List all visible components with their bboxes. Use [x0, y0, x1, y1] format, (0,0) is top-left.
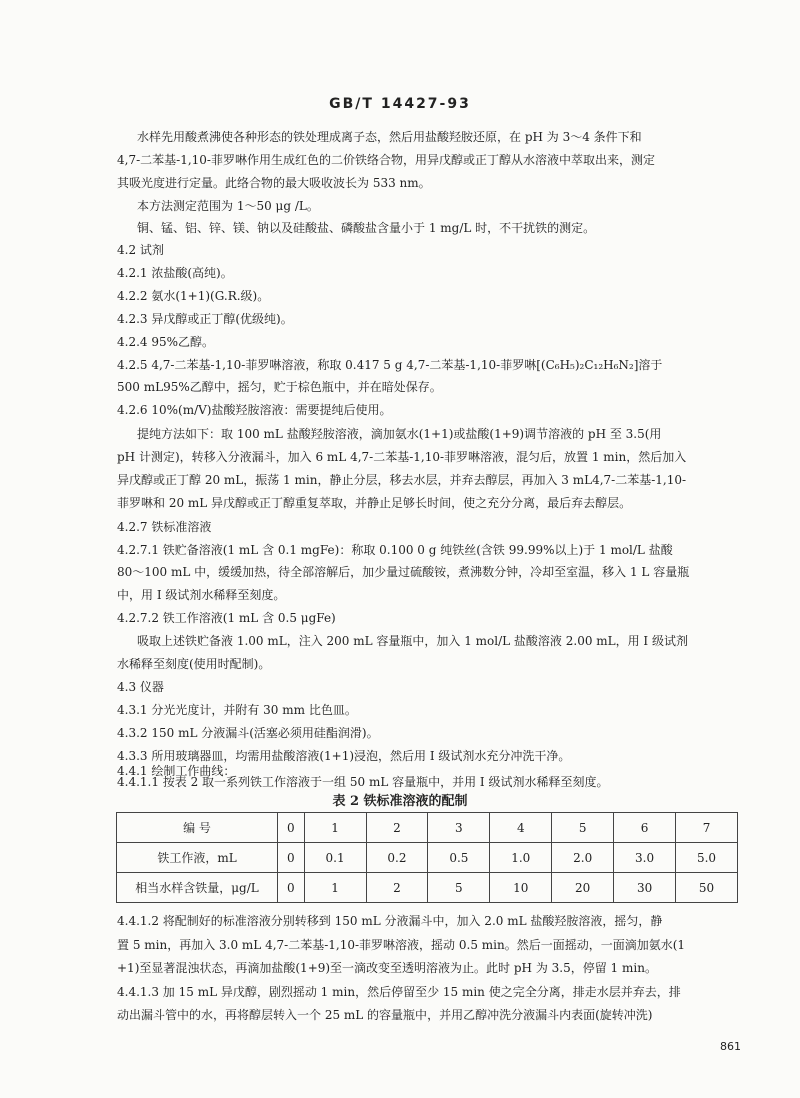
paragraph-line: 铜、锰、铝、锌、镁、钠以及硅酸盐、磷酸盐含量小于 1 mg/L 时，不干扰铁的测定。 [137, 221, 596, 235]
paragraph-line: pH 计测定)，转移入分液漏斗，加入 6 mL 4,7-二苯基-1,10-菲罗啉溶液，混匀后，放置 1 min，然后加入 [117, 450, 687, 464]
table-cell: 5 [552, 813, 614, 843]
clause-line: 4.3.1 分光光度计，并附有 30 mm 比色皿。 [117, 703, 357, 717]
table-cell: 6 [614, 813, 676, 843]
clause-line: 4.2.6 10%(m/V)盐酸羟胺溶液：需要提纯后使用。 [117, 403, 392, 417]
clause-line: 4.2.4 95%乙醇。 [117, 335, 215, 349]
table-cell: 0 [278, 843, 305, 873]
table-cell: 2 [366, 873, 428, 903]
table-cell: 50 [676, 873, 738, 903]
standard-header: GB/T 14427-93 [329, 96, 471, 112]
table-cell: 0.1 [304, 843, 366, 873]
paragraph-line: 其吸光度进行定量。此络合物的最大吸收波长为 533 nm。 [117, 176, 431, 190]
table-caption: 表 2 铁标准溶液的配制 [332, 794, 468, 809]
row-label: 相当水样含铁量，μg/L [117, 873, 278, 903]
table-cell: 3.0 [614, 843, 676, 873]
page-number: 861 [720, 1040, 741, 1053]
paragraph-line: +1)至显著混浊状态，再滴加盐酸(1+9)至一滴改变至透明溶液为止。此时 pH 为 3.5，停留 1 min。 [117, 961, 657, 975]
paragraph-line: 80～100 mL 中，缓缓加热，待全部溶解后，加少量过硫酸铵，煮沸数分钟，冷却至室温，移入 1 L 容量瓶 [117, 565, 690, 579]
row-label: 编 号 [117, 813, 278, 843]
clause-line: 4.4.1.2 将配制好的标准溶液分别转移到 150 mL 分液漏斗中，加入 2.0 mL 盐酸羟胺溶液，摇匀，静 [117, 914, 663, 928]
clause-line: 4.2.1 浓盐酸(高纯)。 [117, 266, 233, 280]
clause-line: 4.2.7.1 铁贮备溶液(1 mL 含 0.1 mgFe)：称取 0.100 0 g 纯铁丝(含铁 99.99%以上)于 1 mol/L 盐酸 [117, 543, 673, 557]
table-cell: 20 [552, 873, 614, 903]
clause-line: 4.3.3 所用玻璃器皿，均需用盐酸溶液(1+1)浸泡，然后用 Ⅰ 级试剂水充分冲洗干净。 [117, 749, 571, 763]
table-cell: 4 [490, 813, 552, 843]
clause-line: 4.2.3 异戊醇或正丁醇(优级纯)。 [117, 312, 293, 326]
table-cell: 7 [676, 813, 738, 843]
clause-line: 4.2.2 氨水(1+1)(G.R.级)。 [117, 289, 270, 303]
paragraph-line: 水样先用酸煮沸使各种形态的铁处理成离子态，然后用盐酸羟胺还原，在 pH 为 3～4 条件下和 [137, 130, 642, 144]
clause-line: 4.2.7.2 铁工作溶液(1 mL 含 0.5 μgFe) [117, 611, 336, 625]
clause-line: 4.4.1 绘制工作曲线： [117, 764, 236, 778]
paragraph-line: 本方法测定范围为 1～50 μg /L。 [137, 199, 319, 213]
table-cell: 0.5 [428, 843, 490, 873]
table-cell: 1.0 [490, 843, 552, 873]
clause-line: 4.2.5 4,7-二苯基-1,10-菲罗啉溶液，称取 0.417 5 g 4,7-二苯基-1,10-菲罗啉[(C₆H₅)₂C₁₂H₆N₂]溶于 [117, 358, 663, 372]
table-cell: 0.2 [366, 843, 428, 873]
table-cell: 30 [614, 873, 676, 903]
table-cell: 10 [490, 873, 552, 903]
paragraph-line: 菲罗啉和 20 mL 异戊醇或正丁醇重复萃取，并静止足够长时间，使之充分分离，最后弃去醇层。 [117, 496, 632, 510]
table-row [117, 873, 738, 903]
paragraph-line: 异戊醇或正丁醇 20 mL，振荡 1 min，静止分层，移去水层，并弃去醇层，再加入 3 mL4,7-二苯基-1,10- [117, 473, 687, 487]
section-heading: 4.2 试剂 [117, 243, 164, 257]
row-label: 铁工作液，mL [117, 843, 278, 873]
table-cell: 2.0 [552, 843, 614, 873]
table-cell: 0 [278, 813, 305, 843]
clause-line: 4.2.7 铁标准溶液 [117, 520, 212, 534]
paragraph-line: 吸取上述铁贮备液 1.00 mL，注入 200 mL 容量瓶中，加入 1 mol/L 盐酸溶液 2.00 mL，用 Ⅰ 级试剂 [137, 634, 688, 648]
table-cell: 0 [278, 873, 305, 903]
paragraph-line: 4,7-二苯基-1,10-菲罗啉作用生成红色的二价铁络合物，用异戊醇或正丁醇从水溶液中萃取出来，测定 [117, 153, 655, 167]
paragraph-line: 提纯方法如下：取 100 mL 盐酸羟胺溶液，滴加氨水(1+1)或盐酸(1+9)调节溶液的 pH 至 3.5(用 [137, 427, 662, 441]
paragraph-line: 500 mL95%乙醇中，摇匀，贮于棕色瓶中，并在暗处保存。 [117, 380, 442, 394]
paragraph-line: 置 5 min，再加入 3.0 mL 4,7-二苯基-1,10-菲罗啉溶液，摇动 0.5 min。然后一面摇动，一面滴加氨水(1 [117, 938, 686, 952]
table-cell: 3 [428, 813, 490, 843]
table-row [117, 813, 738, 843]
table-row [117, 843, 738, 873]
table-cell: 5.0 [676, 843, 738, 873]
table-cell: 1 [304, 873, 366, 903]
clause-line: 4.4.1.1 按表 2 取一系列铁工作溶液于一组 50 mL 容量瓶中，并用 Ⅰ 级试剂水稀释至刻度。 [117, 775, 609, 789]
table-cell: 2 [366, 813, 428, 843]
table-cell: 1 [304, 813, 366, 843]
paragraph-line: 动出漏斗管中的水，再将醇层转入一个 25 mL 的容量瓶中，并用乙醇冲洗分液漏斗内表面(旋转冲洗) [117, 1008, 653, 1022]
section-heading: 4.3 仪器 [117, 680, 164, 694]
table-cell: 5 [428, 873, 490, 903]
paragraph-line: 中，用 Ⅰ 级试剂水稀释至刻度。 [117, 588, 286, 602]
paragraph-line: 水稀释至刻度(使用时配制)。 [117, 657, 271, 671]
clause-line: 4.4.1.3 加 15 mL 异戊醇，剧烈摇动 1 min，然后停留至少 15 min 使之完全分离，排走水层并弃去，排 [117, 985, 681, 999]
iron-standard-table [116, 812, 738, 903]
clause-line: 4.3.2 150 mL 分液漏斗(活塞必须用硅酯润滑)。 [117, 726, 379, 740]
